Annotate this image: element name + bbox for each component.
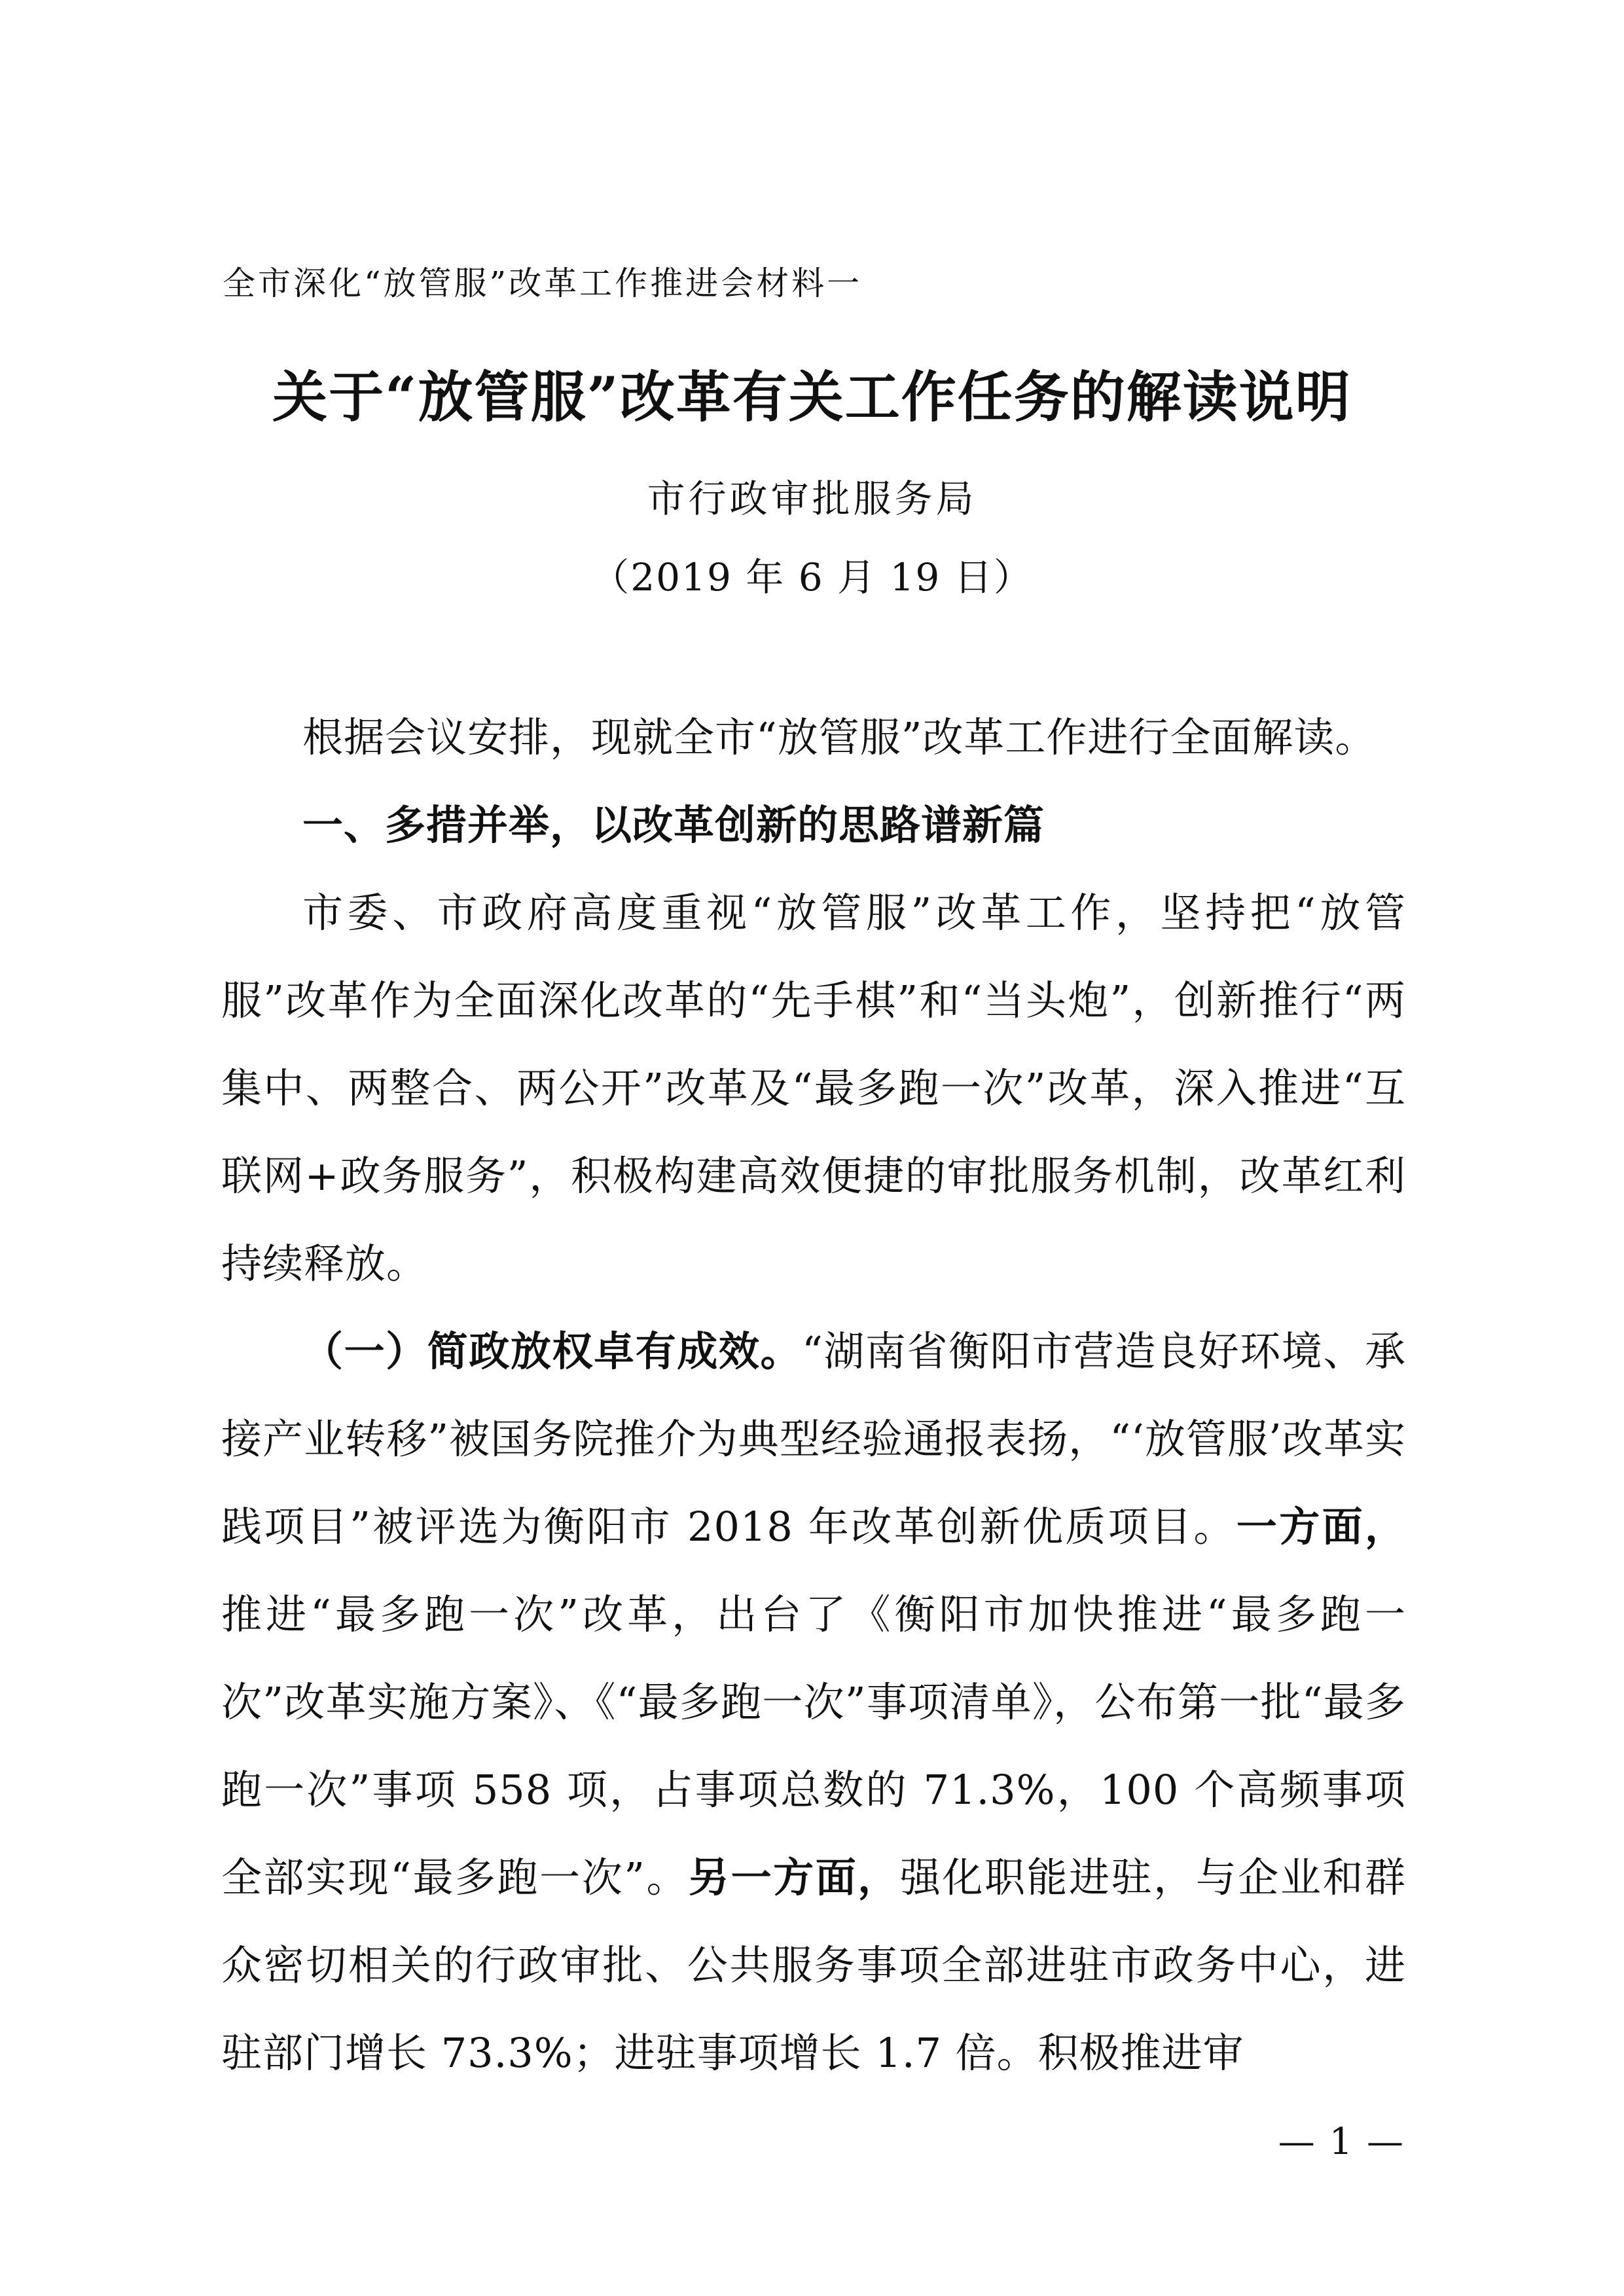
document-series-label: 全市深化“放管服”改革工作推进会材料一 bbox=[223, 264, 863, 302]
document-body bbox=[221, 694, 1406, 2097]
paragraph-2-lead: （一）简政放权卓有成效。 bbox=[302, 1327, 803, 1375]
intro-paragraph: 根据会议安排，现就全市“放管服”改革工作进行全面解读。 bbox=[302, 713, 1377, 761]
section-heading-1: 一、多措并举，以改革创新的思路谱新篇 bbox=[302, 801, 1045, 849]
page-number: — 1 — bbox=[1278, 2121, 1405, 2163]
paragraph-2-text-2: 推进“最多跑一次”改革，出台了《衡阳市加快推进“最多跑一次”改革实施方案》、《“最多跑一次”事项清单》，公布第一批“最多跑一次”事项 558 项，占事项总数的 71.3%，100 个高频事项全部实现“最多跑一次”。 bbox=[221, 1590, 1406, 1901]
paragraph-2 bbox=[221, 1308, 1406, 2097]
paragraph-2-bold-2: 另一方面， bbox=[689, 1854, 900, 1901]
paragraph-2-bold-1: 一方面， bbox=[1236, 1503, 1406, 1551]
document-title: 关于“放管服”改革有关工作任务的解读说明 bbox=[272, 365, 1352, 429]
issuing-department: 市行政审批服务局 bbox=[647, 476, 977, 521]
paragraph-1: 市委、市政府高度重视“放管服”改革工作，坚持把“放管服”改革作为全面深化改革的“先手棋”和“当头炮”，创新推行“两集中、两整合、两公开”改革及“最多跑一次”改革，深入推进“互联网+政务服务”，积极构建高效便捷的审批服务机制，改革红利持续释放。 bbox=[221, 889, 1406, 1287]
document-date: （2019 年 6 月 19 日） bbox=[591, 555, 1033, 600]
paragraph-2-text-1: “湖南省衡阳市营造良好环境、承接产业转移”被国务院推介为典型经验通报表扬，“‘放管服’改革实践项目”被评选为衡阳市 2018 年改革创新优质项目。 bbox=[221, 1327, 1406, 1551]
paragraph-2-text-3: 强化职能进驻，与企业和群众密切相关的行政审批、公共服务事项全部进驻市政务中心，进驻部门增长 73.3%；进驻事项增长 1.7 倍。积极推进审 bbox=[221, 1854, 1406, 2077]
